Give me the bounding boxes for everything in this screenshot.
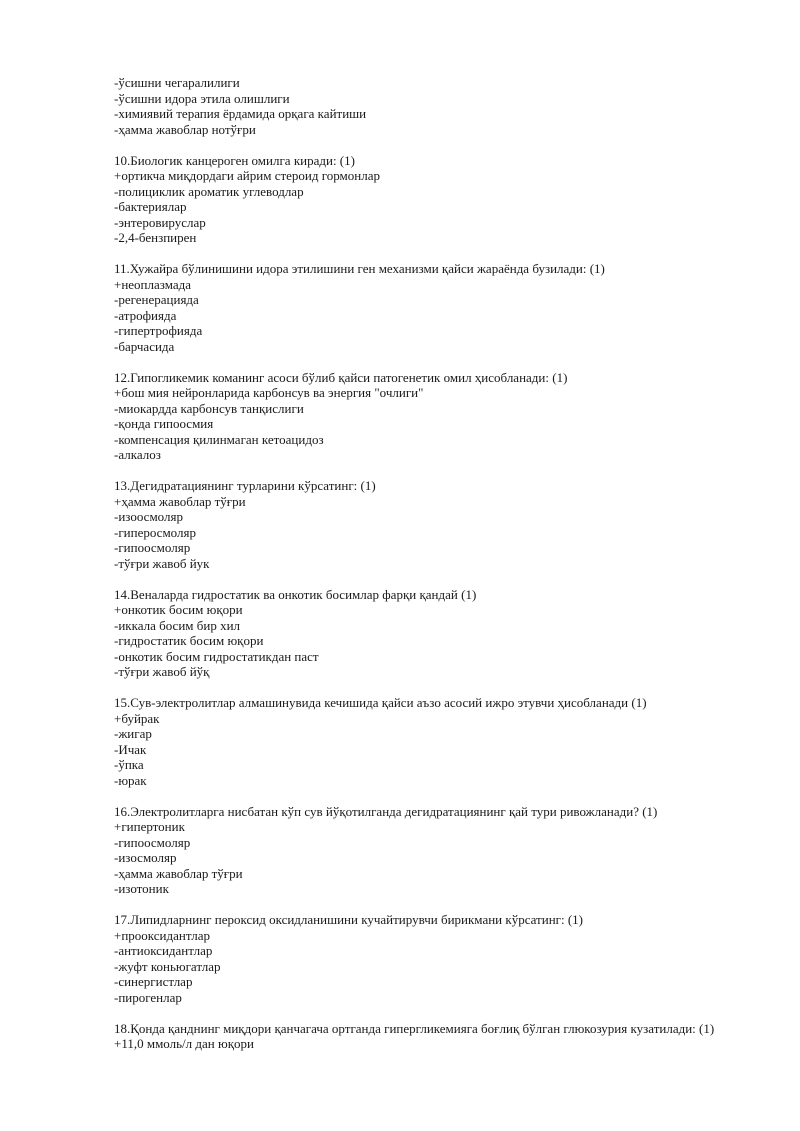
question-block-11 bbox=[114, 261, 774, 354]
answer-option: +гипертоник bbox=[114, 819, 185, 834]
question-block-14 bbox=[114, 587, 774, 680]
question-block-16 bbox=[114, 804, 774, 897]
answer-option: +бош мия нейронларида карбонсув ва энергия "очлиги" bbox=[114, 385, 424, 400]
intro-answer-block bbox=[114, 75, 774, 137]
question-text: 13.Дегидратациянинг турларини кўрсатинг: (1) bbox=[114, 478, 376, 493]
answer-option: -жигар bbox=[114, 726, 152, 741]
answer-option: -атрофияда bbox=[114, 307, 177, 323]
answer-option: -ҳамма жавоблар тўғри bbox=[114, 865, 243, 881]
question-text: 14.Веналарда гидростатик ва онкотик босимлар фарқи қандай (1) bbox=[114, 586, 477, 602]
answer-option: -тўғри жавоб йук bbox=[114, 555, 210, 571]
answer-option: -иккала босим бир хил bbox=[114, 617, 241, 633]
answer-option: -химиявий терапия ёрдамида орқага кайтиши bbox=[114, 106, 367, 121]
answer-option: -ўсишни идора этила олишлиги bbox=[114, 90, 290, 106]
spacer bbox=[114, 463, 774, 479]
answer-option: +ҳамма жавоблар тўғри bbox=[114, 493, 246, 509]
answer-option: -юрак bbox=[114, 772, 147, 788]
question-block-10 bbox=[114, 153, 774, 246]
answer-option: +прооксидантлар bbox=[114, 927, 210, 943]
answer-option: -2,4-бензпирен bbox=[114, 230, 197, 245]
spacer bbox=[114, 354, 774, 370]
question-block-15 bbox=[114, 695, 774, 788]
answer-option: -гипоосмоляр bbox=[114, 834, 191, 850]
spacer bbox=[114, 897, 774, 913]
question-block-18 bbox=[114, 1021, 774, 1052]
spacer bbox=[114, 788, 774, 804]
answer-option: -миокардда карбонсув танқислиги bbox=[114, 400, 304, 416]
question-text: 15.Сув-электролитлар алмашинувида кечишида қайси аъзо асосий ижро этувчи ҳисобланади (1) bbox=[114, 695, 647, 710]
answer-option: -жуфт коньюгатлар bbox=[114, 958, 221, 974]
answer-option: -изоосмоляр bbox=[114, 509, 183, 524]
answer-option: -онкотик босим гидростатикдан паст bbox=[114, 648, 319, 664]
answer-option: -ўсишни чегаралилиги bbox=[114, 75, 240, 90]
answer-option: -пирогенлар bbox=[114, 989, 182, 1005]
answer-option: -изосмоляр bbox=[114, 850, 177, 865]
answer-option: -тўғри жавоб йўқ bbox=[114, 664, 210, 679]
answer-option: -антиоксидантлар bbox=[114, 943, 213, 958]
answer-option: +буйрак bbox=[114, 710, 160, 726]
question-text: 18.Қонда қанднинг миқдори қанчагача ортганда гипергликемияга боғлиқ бўлган глюкозурия кузатилади: (1) bbox=[114, 1020, 715, 1036]
question-text: 11.Хужайра бўлинишини идора этилишини ген механизми қайси жараёнда бузилади: (1) bbox=[114, 261, 605, 276]
answer-option: -гидростатик босим юқори bbox=[114, 633, 264, 648]
spacer bbox=[114, 1005, 774, 1021]
spacer bbox=[114, 137, 774, 153]
question-text: 17.Липидларнинг пероксид оксидланишини кучайтирувчи бирикмани кўрсатинг: (1) bbox=[114, 912, 584, 927]
answer-option: +ортикча миқдордаги айрим стероид гормонлар bbox=[114, 168, 380, 183]
answer-option: -барчасида bbox=[114, 338, 175, 354]
spacer bbox=[114, 680, 774, 696]
answer-option: +онкотик босим юқори bbox=[114, 602, 243, 617]
answer-option: -полициклик ароматик углеводлар bbox=[114, 183, 304, 199]
answer-option: -гипоосмоляр bbox=[114, 540, 191, 555]
answer-option: -изотоник bbox=[114, 881, 169, 896]
answer-option: -гиперосмоляр bbox=[114, 524, 196, 540]
question-block-17 bbox=[114, 912, 774, 1005]
answer-option: -компенсация қилинмаган кетоацидоз bbox=[114, 431, 324, 447]
answer-option: -алкалоз bbox=[114, 447, 161, 462]
question-text: 12.Гипогликемик команинг асоси бўлиб қайси патогенетик омил ҳисобланади: (1) bbox=[114, 369, 568, 385]
answer-option: -гипертрофияда bbox=[114, 323, 203, 338]
question-text: 10.Биологик канцероген омилга киради: (1) bbox=[114, 152, 355, 168]
question-block-12 bbox=[114, 370, 774, 463]
document-page bbox=[114, 75, 774, 1052]
question-block-13 bbox=[114, 478, 774, 571]
spacer bbox=[114, 571, 774, 587]
answer-option: -ҳамма жавоблар нотўғри bbox=[114, 121, 256, 137]
answer-option: +неоплазмада bbox=[114, 276, 192, 292]
answer-option: -регенерацияда bbox=[114, 292, 199, 307]
answer-option: -бактериялар bbox=[114, 199, 187, 214]
question-text: 16.Электролитларга нисбатан кўп сув йўқотилганда дегидратациянинг қай тури ривожланади? (1) bbox=[114, 803, 658, 819]
answer-option: -Ичак bbox=[114, 741, 147, 757]
answer-option: -синергистлар bbox=[114, 974, 193, 989]
answer-option: +11,0 ммоль/л дан юқори bbox=[114, 1036, 254, 1051]
spacer bbox=[114, 246, 774, 262]
answer-option: -ўпка bbox=[114, 757, 144, 772]
answer-option: -энтеровируслар bbox=[114, 214, 206, 230]
answer-option: -қонда гипоосмия bbox=[114, 416, 214, 431]
